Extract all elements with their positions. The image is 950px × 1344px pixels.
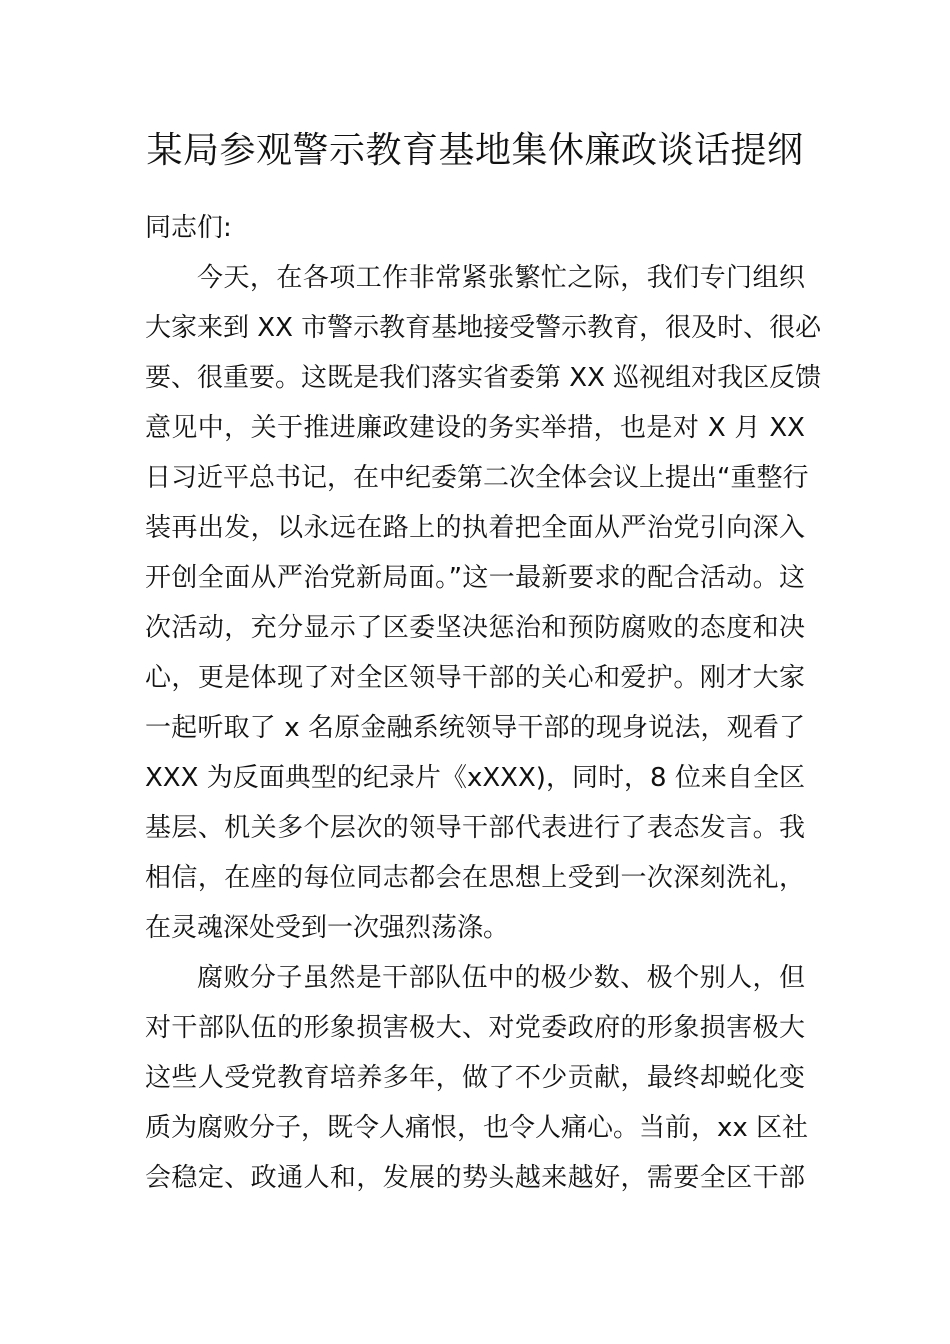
paragraph-1-line-3: 要、很重要。这既是我们落实省委第 XX 巡视组对我区反馈 xyxy=(145,363,822,393)
paragraph-1-line-1: 今天，在各项工作非常紧张繁忙之际，我们专门组织 xyxy=(197,263,805,293)
paragraph-1-line-6: 装再出发，以永远在路上的执着把全面从严治党引向深入 xyxy=(145,513,805,543)
paragraph-2-line-1: 腐败分子虽然是干部队伍中的极少数、极个别人，但 xyxy=(197,963,805,993)
salutation: 同志们: xyxy=(145,213,232,243)
paragraph-1-line-10: 一起听取了 x 名原金融系统领导干部的现身说法，观看了 xyxy=(145,713,805,743)
paragraph-1-line-8: 次活动，充分显示了区委坚决惩治和预防腐败的态度和决 xyxy=(145,613,805,643)
paragraph-2-line-2: 对干部队伍的形象损害极大、对党委政府的形象损害极大 xyxy=(145,1013,805,1043)
paragraph-1-line-13: 相信，在座的每位同志都会在思想上受到一次深刻洗礼， xyxy=(145,863,805,893)
paragraph-1-line-4: 意见中，关于推进廉政建设的务实举措，也是对 X 月 XX xyxy=(145,413,805,443)
paragraph-1-line-12: 基层、机关多个层次的领导干部代表进行了表态发言。我 xyxy=(145,813,805,843)
paragraph-2-line-3: 这些人受党教育培养多年，做了不少贡献，最终却蜕化变 xyxy=(145,1063,805,1093)
paragraph-2-line-4: 质为腐败分子，既令人痛恨，也令人痛心。当前，xx 区社 xyxy=(145,1113,809,1143)
paragraph-1-line-7: 开创全面从严治党新局面。”这一最新要求的配合活动。这 xyxy=(145,563,805,593)
paragraph-1-line-9: 心，更是体现了对全区领导干部的关心和爱护。刚才大家 xyxy=(145,663,805,693)
paragraph-1-line-11: XXX 为反面典型的纪录片《xXXX)，同时，8 位来自全区 xyxy=(145,763,805,793)
paragraph-1-line-5: 日习近平总书记，在中纪委第二次全体会议上提出“重整行 xyxy=(145,463,809,493)
paragraph-1-line-14: 在灵魂深处受到一次强烈荡涤。 xyxy=(145,913,510,943)
paragraph-2-line-5: 会稳定、政通人和，发展的势头越来越好，需要全区干部 xyxy=(145,1163,805,1193)
document-body xyxy=(145,203,822,1203)
paragraph-1-line-2: 大家来到 XX 市警示教育基地接受警示教育，很及时、很必 xyxy=(145,313,822,343)
document-title: 某局参观警示教育基地集休廉政谈话提纲 xyxy=(146,130,804,171)
